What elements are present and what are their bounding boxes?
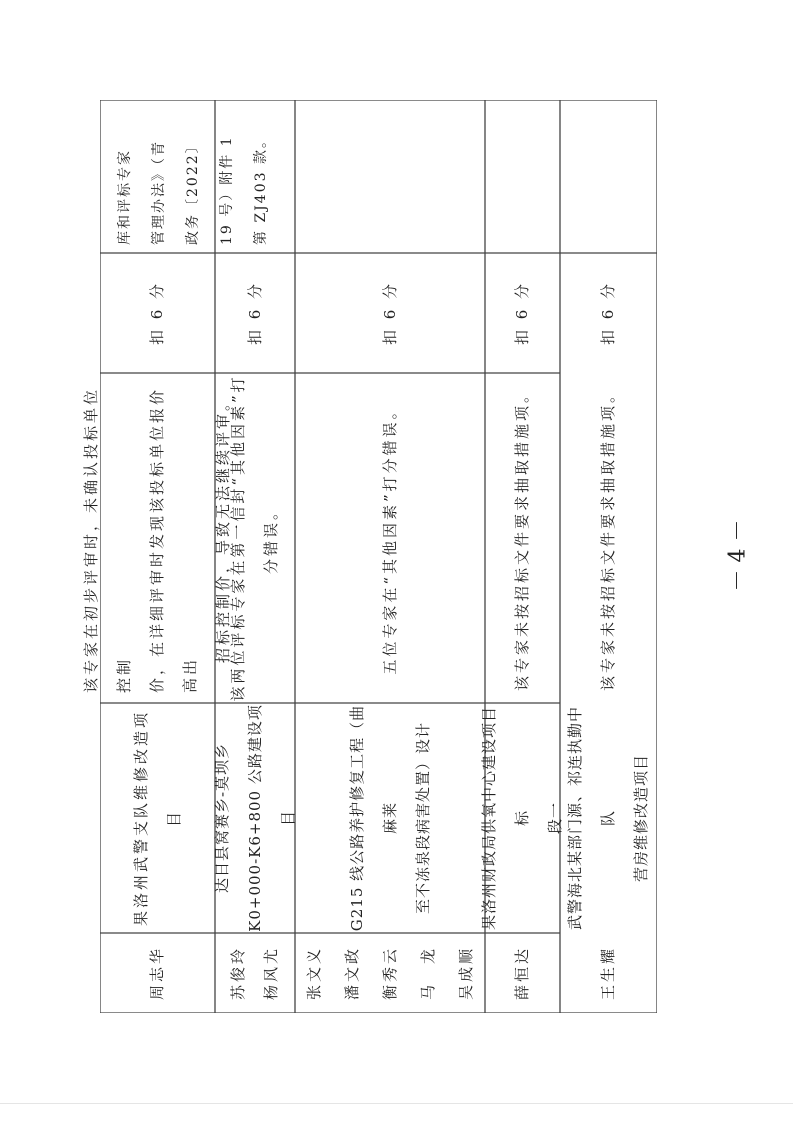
row2-issue <box>215 373 295 703</box>
row1-issue-line-1: 该专家在初步评审时，未确认投标单位控制 <box>82 386 133 693</box>
row3-penalty-text: 扣 6 分 <box>380 280 399 346</box>
row4-names <box>485 933 560 1013</box>
row5-project-line-1: 武警海北某部门源、祁连执勤中队 <box>566 706 617 931</box>
row3-issue <box>295 373 485 703</box>
row2-name-1: 苏俊玲 <box>229 946 247 1001</box>
row3-project-line-2: 至不冻泉段病害处置）设计 <box>413 722 432 915</box>
row5-issue <box>560 373 657 703</box>
row3-name-3: 衡秀云 <box>381 946 399 1001</box>
row2-issue-line-2: 分错误。 <box>262 502 280 575</box>
row2-project-line-1: 达日县窝赛乡-莫坝乡 <box>212 742 231 894</box>
row1-issue-line-3: 招标控制价，导致无法继续评审。 <box>214 392 232 663</box>
row4-name-1: 薛恒达 <box>513 946 531 1001</box>
row3-name-1: 张文义 <box>305 946 323 1001</box>
row2-penalty-text: 扣 6 分 <box>245 280 264 346</box>
basis-line-3: 政务〔2022〕 <box>185 137 201 245</box>
row3-project <box>295 703 485 933</box>
row3-penalty <box>295 253 485 373</box>
row3-names <box>295 933 485 1013</box>
row3-name-2: 潘文政 <box>343 946 361 1001</box>
row5-penalty <box>560 253 657 373</box>
row4-penalty <box>485 253 560 373</box>
row1-penalty <box>100 253 215 373</box>
row2-name-2: 杨风尤 <box>262 946 280 1001</box>
page-number: － 4 － <box>725 519 751 592</box>
row4-issue <box>485 373 560 703</box>
row3-project-line-1: G215 线公路养护修复工程（曲麻莱 <box>347 704 399 932</box>
row5-issue-line-1: 该专家未按招标文件要求抽取措施项。 <box>599 385 617 692</box>
page-bottom-rule <box>0 1103 793 1104</box>
row1-penalty-text: 扣 6 分 <box>148 280 166 346</box>
row5-project-line-2: 营房维修改造项目 <box>632 754 650 883</box>
row4-project <box>480 703 564 933</box>
row1-issue-line-2: 价，在详细评审时发现该投标单位报价高出 <box>148 386 199 693</box>
row3-issue-line-1: 五位专家在“其他因素”打分错误。 <box>380 401 399 675</box>
row1-issue <box>82 373 232 693</box>
row4-issue-line-1: 该专家未按招标文件要求抽取措施项。 <box>513 385 531 692</box>
row1-project-line-1: 果洛州武警支队维修改造项目 <box>131 710 183 927</box>
row5-penalty-text: 扣 6 分 <box>599 280 617 346</box>
row5-project <box>560 703 657 933</box>
row4-project-line-1: 果洛州财政局供氧中心建设项目标 <box>480 706 531 931</box>
row2-issue-line-1: 该两位评标专家在第一信封“其他因素”打 <box>229 374 247 702</box>
row2-names <box>215 933 295 1013</box>
basis-cell <box>100 100 657 245</box>
basis-line-4: 19 号）附件 1 <box>219 135 235 245</box>
row1-names <box>100 933 215 1013</box>
row5-names <box>560 933 657 1013</box>
row4-penalty-text: 扣 6 分 <box>513 280 531 346</box>
row2-project <box>212 703 297 933</box>
row3-name-4: 马 龙 <box>419 946 437 1001</box>
basis-line-2: 管理办法》（青 <box>151 140 167 245</box>
basis-line-5: 第 ZJ403 款。 <box>253 132 269 245</box>
row2-project-line-2: K0+000-K6+800 公路建设项目 <box>245 704 297 932</box>
row5-name-1: 王生耀 <box>599 946 617 1001</box>
row2-penalty <box>215 253 295 373</box>
row1-project <box>100 703 215 933</box>
basis-line-1: 库和评标专家 <box>117 149 133 245</box>
row3-name-5: 吴成顺 <box>457 946 475 1001</box>
row4-project-line-2: 段一 <box>546 802 564 835</box>
rotated-table <box>82 100 657 1013</box>
row1-name-1: 周志华 <box>148 946 166 1001</box>
